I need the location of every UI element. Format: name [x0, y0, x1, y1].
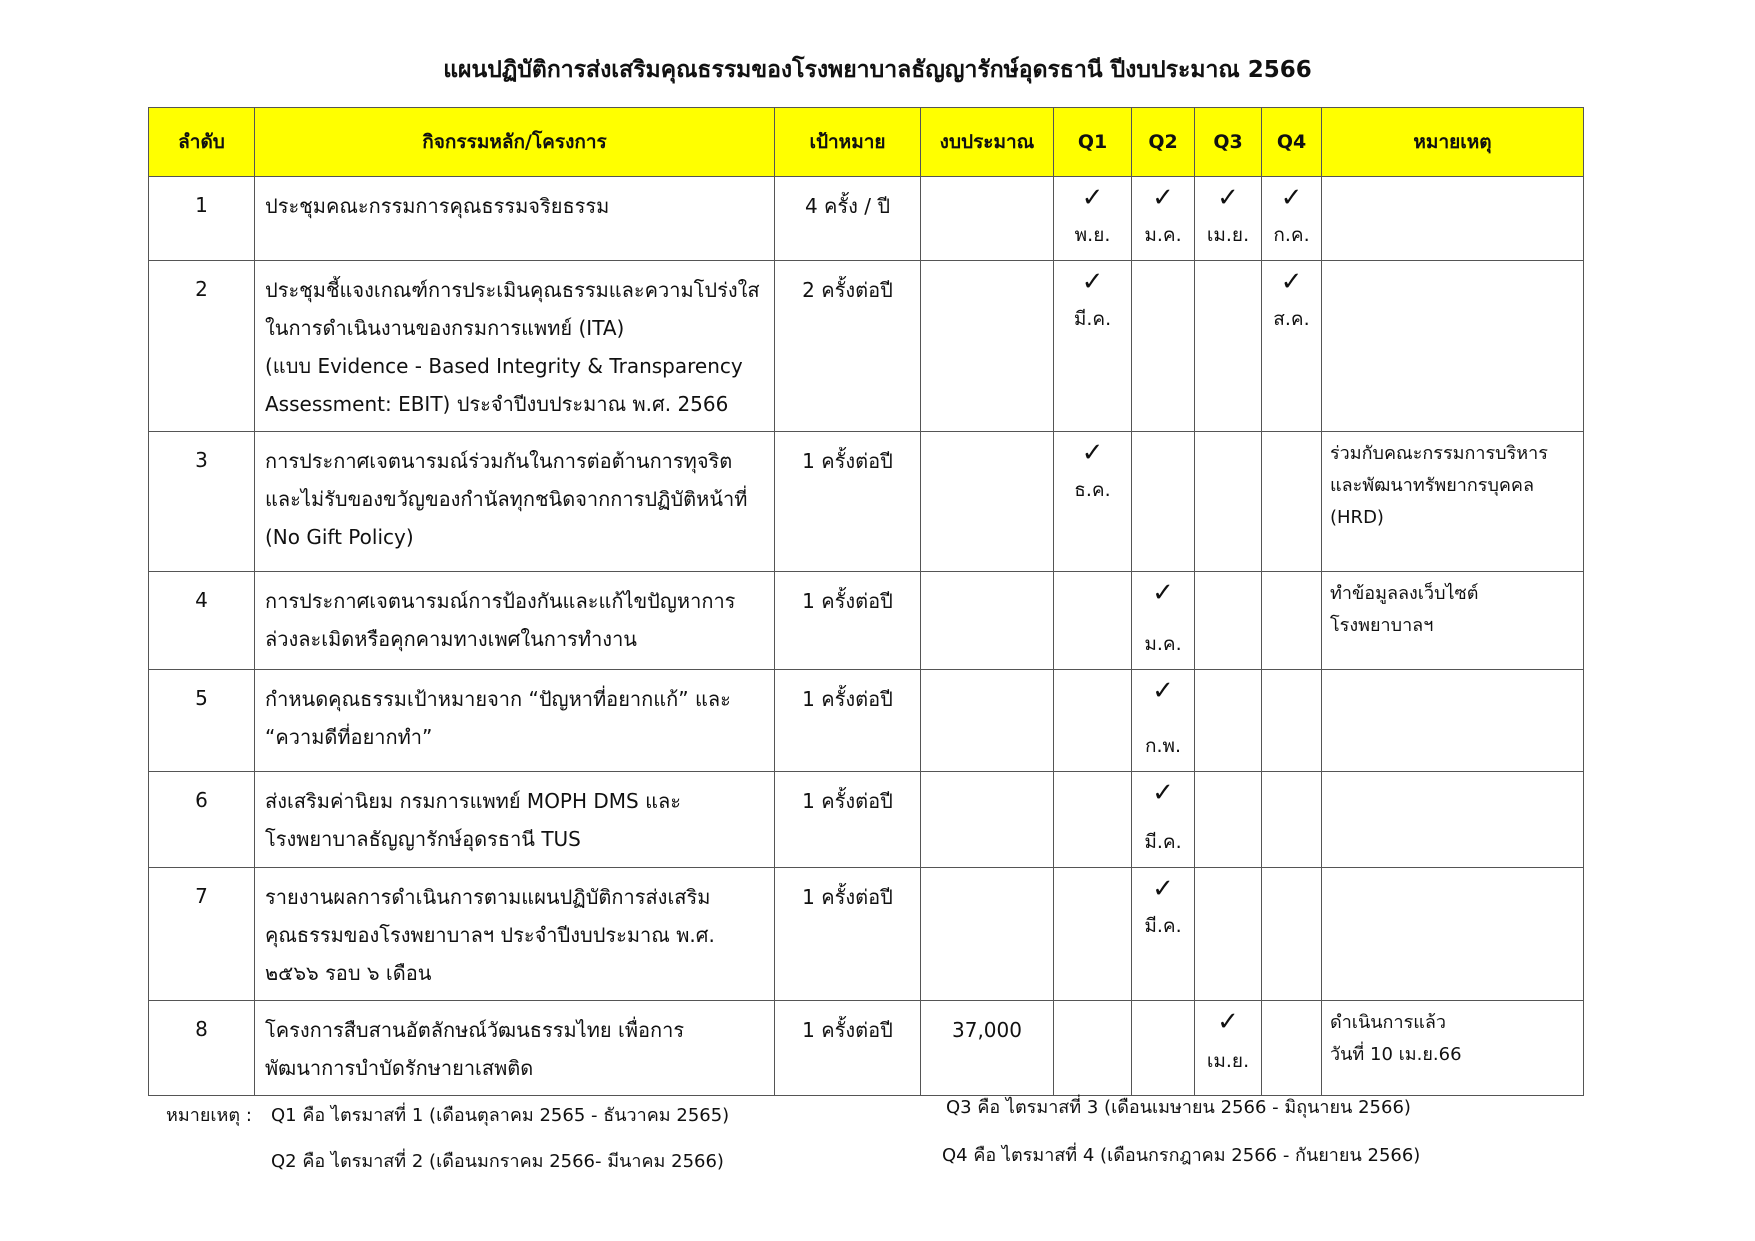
activity-line: ประชุมชี้แจงเกณฑ์การประเมินคุณธรรมและความโปร่งใส — [265, 278, 760, 302]
q4-cell — [1262, 772, 1322, 868]
q3-cell — [1195, 772, 1262, 868]
activity-line: โรงพยาบาลธัญญารักษ์อุดรธานี TUS — [265, 827, 581, 851]
activity-line: ในการดำเนินงานของกรมการแพทย์ (ITA) — [265, 316, 625, 340]
q4-cell — [1262, 177, 1322, 261]
checkmark-icon: ✓ — [1152, 676, 1174, 706]
activity-line: คุณธรรมของโรงพยาบาลฯ ประจำปีงบประมาณ พ.ศ. — [265, 923, 715, 947]
header-q2: Q2 — [1132, 108, 1195, 177]
q3-cell — [1195, 261, 1262, 432]
activity-line: การประกาศเจตนารมณ์ร่วมกันในการต่อต้านการทุจริต — [265, 449, 733, 473]
note-line: วันที่ 10 เม.ย.66 — [1330, 1044, 1462, 1065]
q2-cell — [1132, 1001, 1195, 1096]
checkmark-icon: ✓ — [1217, 183, 1239, 213]
activity-cell — [255, 1001, 775, 1096]
activity-line: ประชุมคณะกรรมการคุณธรรมจริยธรรม — [265, 194, 610, 218]
q2-cell — [1132, 261, 1195, 432]
q4-cell — [1262, 432, 1322, 572]
target-cell: 2 ครั้งต่อปี — [775, 261, 921, 432]
q1-cell — [1054, 261, 1132, 432]
activity-cell — [255, 670, 775, 772]
row-number: 1 — [149, 177, 255, 261]
target-cell: 1 ครั้งต่อปี — [775, 868, 921, 1001]
q4-cell — [1262, 670, 1322, 772]
month-label: เม.ย. — [1206, 224, 1250, 246]
q2-cell — [1132, 670, 1195, 772]
budget-cell — [921, 670, 1054, 772]
q4-cell — [1262, 1001, 1322, 1096]
table-row — [149, 177, 1584, 261]
header-q1: Q1 — [1054, 108, 1132, 177]
note-cell — [1322, 572, 1584, 670]
q1-cell — [1054, 772, 1132, 868]
budget-cell — [921, 432, 1054, 572]
table-row — [149, 261, 1584, 432]
header-no: ลำดับ — [149, 108, 255, 177]
activity-line: ส่งเสริมค่านิยม กรมการแพทย์ MOPH DMS และ — [265, 789, 681, 813]
activity-line: กำหนดคุณธรรมเป้าหมายจาก “ปัญหาที่อยากแก้” และ — [265, 687, 731, 711]
table-body — [149, 177, 1584, 1096]
activity-cell — [255, 261, 775, 432]
q1-cell — [1054, 1001, 1132, 1096]
note-line: ดำเนินการแล้ว — [1330, 1012, 1446, 1033]
note-cell — [1322, 670, 1584, 772]
activity-line: (แบบ Evidence - Based Integrity & Transparency — [265, 354, 743, 378]
note-cell — [1322, 261, 1584, 432]
target-cell: 1 ครั้งต่อปี — [775, 670, 921, 772]
note-line: (HRD) — [1330, 507, 1384, 528]
note-line: ทำข้อมูลลงเว็บไซต์ — [1330, 583, 1479, 604]
target-cell: 1 ครั้งต่อปี — [775, 1001, 921, 1096]
row-number: 6 — [149, 772, 255, 868]
activity-cell — [255, 177, 775, 261]
row-number: 2 — [149, 261, 255, 432]
checkmark-icon: ✓ — [1152, 874, 1174, 904]
table-header-row — [149, 108, 1584, 177]
activity-cell — [255, 868, 775, 1001]
budget-cell — [921, 572, 1054, 670]
target-cell: 1 ครั้งต่อปี — [775, 772, 921, 868]
activity-cell — [255, 772, 775, 868]
q4-cell — [1262, 261, 1322, 432]
checkmark-icon: ✓ — [1081, 438, 1104, 468]
budget-cell — [921, 261, 1054, 432]
table-row — [149, 772, 1584, 868]
q3-cell — [1195, 177, 1262, 261]
q3-cell — [1195, 868, 1262, 1001]
table-row — [149, 868, 1584, 1001]
note-cell — [1322, 868, 1584, 1001]
q3-cell — [1195, 670, 1262, 772]
activity-line: โครงการสืบสานอัตลักษณ์วัฒนธรรมไทย เพื่อการ — [265, 1018, 685, 1042]
month-label: ก.พ. — [1144, 735, 1182, 757]
month-label: ม.ค. — [1144, 224, 1182, 246]
q2-cell — [1132, 572, 1195, 670]
note-cell — [1322, 432, 1584, 572]
checkmark-icon: ✓ — [1217, 1007, 1239, 1037]
activity-line: การประกาศเจตนารมณ์การป้องกันและแก้ไขปัญหาการ — [265, 589, 736, 613]
target-cell: 1 ครั้งต่อปี — [775, 432, 921, 572]
q1-cell — [1054, 670, 1132, 772]
month-label: ธ.ค. — [1074, 479, 1111, 501]
checkmark-icon: ✓ — [1152, 183, 1174, 213]
row-number: 3 — [149, 432, 255, 572]
activity-line: ล่วงละเมิดหรือคุกคามทางเพศในการทำงาน — [265, 627, 637, 651]
activity-line: ๒๕๖๖ รอบ ๖ เดือน — [265, 961, 432, 985]
q3-cell — [1195, 432, 1262, 572]
budget-cell — [921, 868, 1054, 1001]
checkmark-icon: ✓ — [1152, 778, 1174, 808]
activity-line: และไม่รับของขวัญของกำนัลทุกชนิดจากการปฏิบัติหน้าที่ — [265, 487, 748, 511]
month-label: ส.ค. — [1273, 308, 1310, 330]
budget-cell: 37,000 — [921, 1001, 1054, 1096]
table-row — [149, 670, 1584, 772]
note-line: ร่วมกับคณะกรรมการบริหาร — [1330, 443, 1548, 464]
q4-cell — [1262, 868, 1322, 1001]
note-cell — [1322, 772, 1584, 868]
budget-cell — [921, 177, 1054, 261]
q2-cell — [1132, 868, 1195, 1001]
q2-cell — [1132, 772, 1195, 868]
footnote-q1: Q1 คือ ไตรมาสที่ 1 (เดือนตุลาคม 2565 - ธันวาคม 2565) — [271, 1105, 730, 1126]
month-label: มี.ค. — [1144, 831, 1182, 853]
q1-cell — [1054, 432, 1132, 572]
plan-table — [148, 107, 1584, 1096]
header-q3: Q3 — [1195, 108, 1262, 177]
q1-cell — [1054, 572, 1132, 670]
table-row — [149, 1001, 1584, 1096]
checkmark-icon: ✓ — [1081, 267, 1104, 297]
q2-cell — [1132, 177, 1195, 261]
row-number: 8 — [149, 1001, 255, 1096]
header-target: เป้าหมาย — [775, 108, 921, 177]
q1-cell — [1054, 868, 1132, 1001]
activity-line: พัฒนาการบำบัดรักษายาเสพติด — [265, 1056, 534, 1080]
q3-cell — [1195, 572, 1262, 670]
target-cell: 4 ครั้ง / ปี — [775, 177, 921, 261]
row-number: 4 — [149, 572, 255, 670]
month-label: มี.ค. — [1073, 308, 1112, 330]
activity-cell — [255, 432, 775, 572]
month-label: ก.ค. — [1273, 224, 1310, 246]
activity-cell — [255, 572, 775, 670]
footnote-q3: Q3 คือ ไตรมาสที่ 3 (เดือนเมษายน 2566 - มิถุนายน 2566) — [946, 1097, 1411, 1118]
row-number: 5 — [149, 670, 255, 772]
month-label: พ.ย. — [1074, 224, 1111, 246]
note-cell — [1322, 1001, 1584, 1096]
activity-line: “ความดีที่อยากทำ” — [265, 725, 433, 749]
header-note: หมายเหตุ — [1322, 108, 1584, 177]
note-cell — [1322, 177, 1584, 261]
table-row — [149, 572, 1584, 670]
q3-cell — [1195, 1001, 1262, 1096]
checkmark-icon: ✓ — [1280, 183, 1303, 213]
q1-cell — [1054, 177, 1132, 261]
header-q4: Q4 — [1262, 108, 1322, 177]
month-label: เม.ย. — [1206, 1050, 1250, 1072]
checkmark-icon: ✓ — [1280, 267, 1303, 297]
activity-line: รายงานผลการดำเนินการตามแผนปฏิบัติการส่งเสริม — [265, 885, 711, 909]
footnote-q2: Q2 คือ ไตรมาสที่ 2 (เดือนมกราคม 2566- มีนาคม 2566) — [271, 1151, 724, 1172]
footnote-q4: Q4 คือ ไตรมาสที่ 4 (เดือนกรกฎาคม 2566 - กันยายน 2566) — [942, 1145, 1421, 1166]
page-title: แผนปฏิบัติการส่งเสริมคุณธรรมของโรงพยาบาลธัญญารักษ์อุดรธานี ปีงบประมาณ 2566 — [443, 57, 1312, 83]
footnote-label: หมายเหตุ : — [166, 1105, 252, 1126]
month-label: ม.ค. — [1144, 633, 1182, 655]
table-row — [149, 432, 1584, 572]
row-number: 7 — [149, 868, 255, 1001]
header-activity: กิจกรรมหลัก/โครงการ — [255, 108, 775, 177]
checkmark-icon: ✓ — [1081, 183, 1104, 213]
target-cell: 1 ครั้งต่อปี — [775, 572, 921, 670]
activity-line: Assessment: EBIT) ประจำปีงบประมาณ พ.ศ. 2566 — [265, 392, 729, 416]
budget-cell — [921, 772, 1054, 868]
activity-line: (No Gift Policy) — [265, 525, 414, 549]
q4-cell — [1262, 572, 1322, 670]
month-label: มี.ค. — [1144, 915, 1182, 937]
header-budget: งบประมาณ — [921, 108, 1054, 177]
checkmark-icon: ✓ — [1152, 578, 1174, 608]
note-line: และพัฒนาทรัพยากรบุคคล — [1330, 475, 1534, 496]
note-line: โรงพยาบาลฯ — [1330, 615, 1434, 636]
q2-cell — [1132, 432, 1195, 572]
